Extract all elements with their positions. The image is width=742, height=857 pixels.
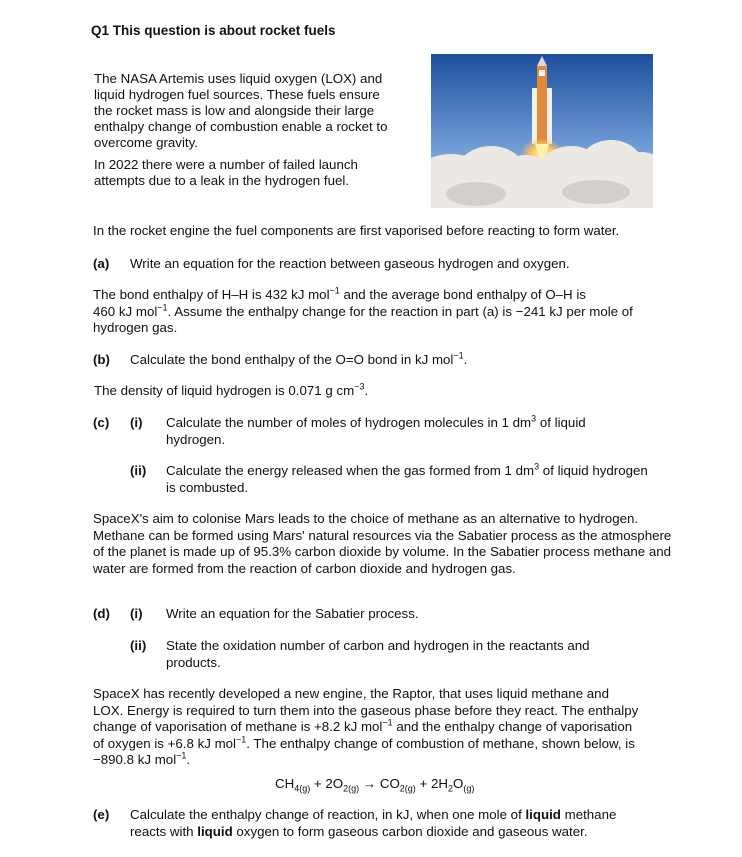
part-b-label: (b) [93,352,110,367]
part-d-ii-label: (ii) [130,638,147,653]
part-d-label: (d) [93,606,110,621]
question-title: Q1 This question is about rocket fuels [91,23,336,38]
part-c-label: (c) [93,415,110,430]
part-d-i-label: (i) [130,606,143,621]
statement-bond-enthalpy: The bond enthalpy of H–H is 432 kJ mol$^{-1}$ and the average bond enthalpy of O–H is 460 kJ mol$^{-1}$. Assume the enthalpy change for the reaction in part (a) is −241 kJ per mole of hydrogen gas. [93,285,633,335]
statement-vaporised: In the rocket engine the fuel components are first vaporised before reacting to form water. [93,223,620,238]
statement-density: The density of liquid hydrogen is 0.071 g $cm^{-3}$. [94,381,369,398]
rocket-launch-photo [431,54,653,208]
combustion-equation: $CH_{4(g)} + 2O_{2(g)} \to CO_{2(g)} + 2H_2O_{(g)}$ [275,776,475,794]
intro-paragraph-1: The NASA Artemis uses liquid oxygen (LOX) and liquid hydrogen fuel sources. These fuels ensure the rocket mass is low and alongside their large enthalpy change of combustion enable a rocket to overcome gravity. [94,71,388,150]
part-e-label: (e) [93,807,110,822]
part-c-ii-label: (ii) [130,463,147,478]
part-a-text: Write an equation for the reaction between gaseous hydrogen and oxygen. [130,256,570,271]
arrow-icon: → [359,776,380,791]
statement-sabatier: SpaceX's aim to colonise Mars leads to the choice of methane as an alternative to hydrogen. Methane can be formed using Mars' natural resources via the Sabatier process as the atmosphere of the planet is made up of 95.3% carbon dioxide by volume. In the Sabatier process methane and water are formed from the reaction of carbon dioxide and hydrogen gas. [93,511,672,576]
part-c-i-text: Calculate the number of moles of hydrogen molecules in 1 $dm^3$ of liquid hydrogen. [166,413,586,447]
part-e-text: Calculate the enthalpy change of reaction, in kJ, when one mole of liquid methane reacts with liquid oxygen to form gaseous carbon dioxide and gaseous water. [130,807,617,839]
statement-raptor: SpaceX has recently developed a new engine, the Raptor, that uses liquid methane and LOX. Energy is required to turn them into the gaseous phase before they react. The enthalpy change of vaporisation of methane is +8.2 kJ mol$^{-1}$ and the enthalpy change of vaporisation of oxygen is +6.8 kJ mol$^{-1}$. The enthalpy change of combustion of methane, shown below, is −890.8 kJ mol$^{-1}$. [93,686,639,767]
part-c-i-label: (i) [130,415,143,430]
part-d-ii-text: State the oxidation number of carbon and hydrogen in the reactants and products. [166,638,590,670]
part-a-label: (a) [93,256,110,271]
part-c-ii-text: Calculate the energy released when the gas formed from 1 $dm^3$ of liquid hydrogen is combusted. [166,461,648,495]
part-d-i-text: Write an equation for the Sabatier process. [166,606,419,621]
intro-text [94,71,394,195]
part-b-text: Calculate the bond enthalpy of the O=O bond in kJ mol$^{-1}$. [130,350,468,367]
intro-paragraph-2: In 2022 there were a number of failed launch attempts due to a leak in the hydrogen fuel. [94,157,358,188]
